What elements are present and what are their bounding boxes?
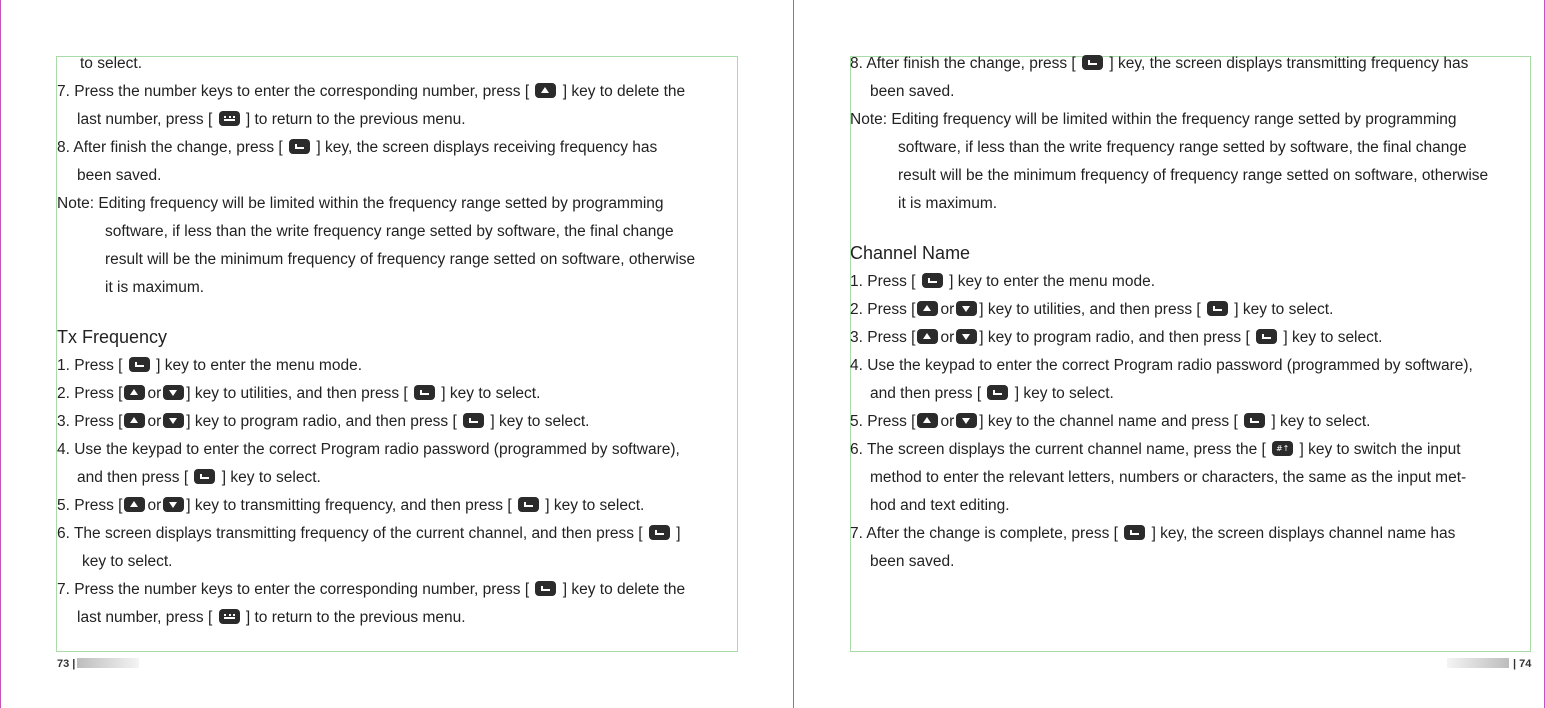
menu-key-icon xyxy=(1244,413,1265,428)
menu-key-icon xyxy=(1207,301,1228,316)
note-cont: it is maximum. xyxy=(898,195,998,212)
cn-step-4: 4. Use the keypad to enter the correct Program radio password (programmed by software), xyxy=(850,357,1473,374)
cn-step-7: 7. After the change is complete, press [ ] key, the screen displays channel name has xyxy=(850,525,1456,542)
step-8: 8. After finish the change, press [ ] key, the screen displays transmitting frequency has xyxy=(850,55,1469,72)
tx-step-2: 2. Press [ or ] key to utilities, and then press [ ] key to select. xyxy=(57,385,541,402)
right-footer-bar xyxy=(1447,658,1509,668)
down-key-icon xyxy=(956,301,977,316)
step-7-cont: last number, press [ ] to return to the previous menu. xyxy=(77,111,466,128)
left-page-content xyxy=(57,50,695,632)
text-line: to select. xyxy=(80,55,143,72)
menu-key-icon xyxy=(414,385,435,400)
tx-step-5: 5. Press [ or ] key to transmitting frequency, and then press [ ] key to select. xyxy=(57,497,645,514)
up-key-icon xyxy=(535,83,556,98)
note-cont: result will be the minimum frequency of frequency range setted on software, otherwise xyxy=(898,167,1489,184)
up-key-icon xyxy=(917,301,938,316)
cn-step-6: 6. The screen displays the current channel name, press the [ #↑ ] key to switch the input xyxy=(850,441,1461,458)
menu-key-icon xyxy=(922,273,943,288)
cn-step-6-cont: method to enter the relevant letters, numbers or characters, the same as the input met- xyxy=(870,469,1467,486)
menu-key-icon xyxy=(194,469,215,484)
right-page-number: | 74 xyxy=(1513,658,1532,670)
step-7: 7. Press the number keys to enter the corresponding number, press [ ] key to delete the xyxy=(57,83,686,100)
hash-key-icon: #↑ xyxy=(1272,441,1293,456)
cn-step-4-cont: and then press [ ] key to select. xyxy=(870,385,1114,402)
tx-step-1: 1. Press [ ] key to enter the menu mode. xyxy=(57,357,363,374)
tx-step-6-cont: key to select. xyxy=(82,553,173,570)
left-page-number: 73 | xyxy=(57,658,76,670)
note: Note: Editing frequency will be limited within the frequency range setted by programming xyxy=(850,111,1457,128)
cn-step-7-cont: been saved. xyxy=(870,553,955,570)
spine-line xyxy=(793,0,794,708)
back-key-icon xyxy=(219,609,240,624)
note-cont: software, if less than the write frequency range setted by software, the final change xyxy=(105,223,674,240)
up-key-icon xyxy=(917,413,938,428)
step-8-cont: been saved. xyxy=(77,167,162,184)
menu-key-icon xyxy=(1124,525,1145,540)
cn-step-5: 5. Press [ or ] key to the channel name and press [ ] key to select. xyxy=(850,413,1371,430)
down-key-icon xyxy=(956,413,977,428)
tx-step-7: 7. Press the number keys to enter the corresponding number, press [ ] key to delete the xyxy=(57,581,686,598)
step-8-cont: been saved. xyxy=(870,83,955,100)
section-heading-tx-frequency: Tx Frequency xyxy=(57,327,168,347)
up-key-icon xyxy=(124,385,145,400)
tx-step-7-cont: last number, press [ ] to return to the previous menu. xyxy=(77,609,466,626)
up-key-icon xyxy=(124,497,145,512)
cn-step-1: 1. Press [ ] key to enter the menu mode. xyxy=(850,273,1156,290)
section-heading-channel-name: Channel Name xyxy=(850,243,971,263)
down-key-icon xyxy=(163,385,184,400)
menu-key-icon xyxy=(649,525,670,540)
step-8: 8. After finish the change, press [ ] key, the screen displays receiving frequency has xyxy=(57,139,658,156)
back-key-icon xyxy=(219,111,240,126)
down-key-icon xyxy=(163,497,184,512)
cn-step-6-cont: hod and text editing. xyxy=(870,497,1010,514)
cn-step-2: 2. Press [ or ] key to utilities, and then press [ ] key to select. xyxy=(850,301,1334,318)
tx-step-4: 4. Use the keypad to enter the correct Program radio password (programmed by software), xyxy=(57,441,680,458)
down-key-icon xyxy=(163,413,184,428)
tx-step-3: 3. Press [ or ] key to program radio, and then press [ ] key to select. xyxy=(57,413,590,430)
menu-key-icon xyxy=(987,385,1008,400)
note-cont: software, if less than the write frequency range setted by software, the final change xyxy=(898,139,1467,156)
menu-key-icon xyxy=(1082,55,1103,70)
down-key-icon xyxy=(956,329,977,344)
note-cont: it is maximum. xyxy=(105,279,205,296)
menu-key-icon xyxy=(1256,329,1277,344)
tx-step-4-cont: and then press [ ] key to select. xyxy=(77,469,321,486)
menu-key-icon xyxy=(518,497,539,512)
menu-key-icon xyxy=(129,357,150,372)
tx-step-6: 6. The screen displays transmitting frequency of the current channel, and then press [ ] xyxy=(57,525,681,542)
left-page-edge xyxy=(0,0,1,708)
cn-step-3: 3. Press [ or ] key to program radio, and then press [ ] key to select. xyxy=(850,329,1383,346)
menu-key-icon xyxy=(463,413,484,428)
up-key-icon xyxy=(917,329,938,344)
menu-key-icon xyxy=(289,139,310,154)
menu-key-icon xyxy=(535,581,556,596)
note: Note: Editing frequency will be limited within the frequency range setted by programming xyxy=(57,195,664,212)
note-cont: result will be the minimum frequency of frequency range setted on software, otherwise xyxy=(105,251,696,268)
left-footer-bar xyxy=(77,658,139,668)
up-key-icon xyxy=(124,413,145,428)
right-page-content xyxy=(850,50,1488,576)
